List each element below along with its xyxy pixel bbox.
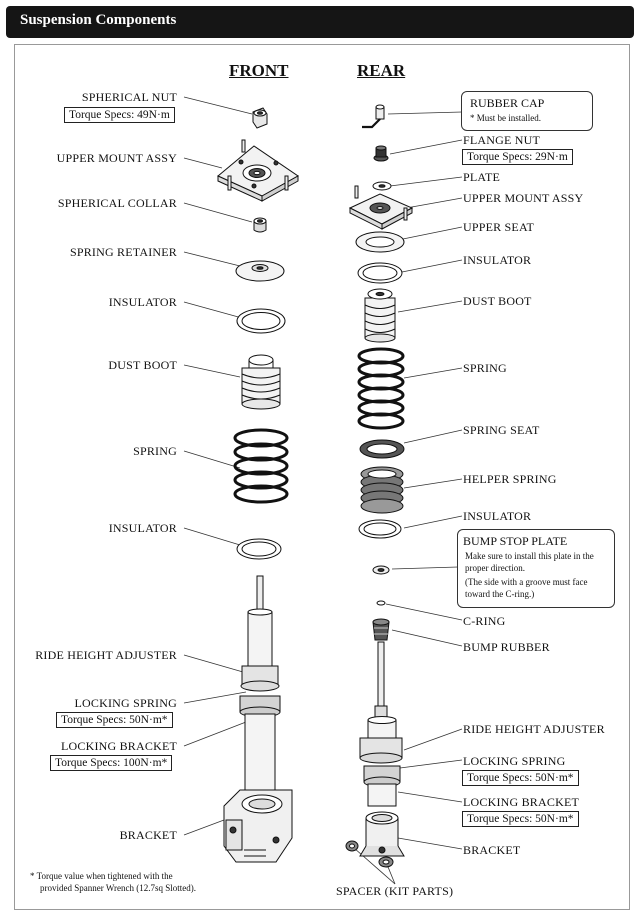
rear-spring-seat	[360, 440, 404, 458]
front-torque-locking-spring: Torque Specs: 50N·m*	[56, 712, 173, 728]
front-label-dust-boot: DUST BOOT	[108, 358, 177, 372]
rear-bump-stop-plate	[373, 566, 389, 574]
rear-rubber-cap	[362, 105, 384, 127]
rear-spring	[359, 349, 403, 428]
front-dust-boot	[242, 355, 280, 409]
front-spring-retainer	[236, 261, 284, 281]
rear-dust-boot	[365, 289, 395, 342]
rear-torque-flange-nut: Torque Specs: 29N·m	[462, 149, 573, 165]
front-bracket	[224, 790, 292, 862]
front-label-insulator-top: INSULATOR	[108, 295, 177, 309]
front-damper	[240, 576, 280, 794]
front-label-spring: SPRING	[133, 444, 177, 458]
bump-stop-note-line-4: toward the C-ring.)	[465, 589, 535, 599]
front-label-locking-bracket: LOCKING BRACKET	[61, 739, 177, 753]
front-torque-locking-bracket: Torque Specs: 100N·m*	[50, 755, 172, 771]
front-label-insulator-bottom: INSULATOR	[108, 521, 177, 535]
rear-upper-seat	[356, 232, 404, 252]
rear-helper-spring	[361, 467, 403, 513]
rear-label-bump-rubber: BUMP RUBBER	[463, 640, 550, 654]
front-column-title: FRONT	[229, 61, 289, 80]
front-insulator-bottom	[237, 539, 281, 559]
front-label-upper-mount: UPPER MOUNT ASSY	[56, 151, 177, 165]
front-insulator-top	[237, 309, 285, 333]
front-label-locking-spring: LOCKING SPRING	[74, 696, 177, 710]
rear-insulator-bottom	[359, 520, 401, 538]
rear-insulator-top	[358, 263, 402, 283]
rear-flange-nut	[374, 146, 388, 161]
rear-label-locking-spring: LOCKING SPRING	[463, 754, 566, 768]
rear-c-ring	[377, 601, 385, 605]
page-title: Suspension Components	[20, 12, 177, 28]
front-label-spring-retainer: SPRING RETAINER	[69, 245, 177, 259]
rear-bracket	[360, 812, 404, 856]
rear-label-helper-spring: HELPER SPRING	[463, 472, 557, 486]
footnote-line-2: provided Spanner Wrench (12.7sq Slotted).	[40, 883, 196, 893]
front-label-spherical-nut: SPHERICAL NUT	[81, 90, 177, 104]
rear-label-locking-bracket: LOCKING BRACKET	[463, 795, 579, 809]
rear-torque-locking-bracket: Torque Specs: 50N·m*	[462, 811, 579, 827]
footnote-line-1: * Torque value when tightened with the	[30, 871, 173, 881]
rear-label-insulator-bottom: INSULATOR	[463, 509, 532, 523]
rear-label-spring: SPRING	[463, 361, 507, 375]
rear-label-upper-seat: UPPER SEAT	[463, 220, 535, 234]
rear-label-spring-seat: SPRING SEAT	[463, 423, 540, 437]
leader-lines	[184, 97, 462, 884]
rear-label-insulator-top: INSULATOR	[463, 253, 532, 267]
front-upper-mount	[218, 140, 298, 201]
rear-plate	[373, 182, 391, 190]
rear-upper-mount	[350, 186, 412, 229]
front-label-ride-height-adjuster: RIDE HEIGHT ADJUSTER	[35, 648, 177, 662]
bump-stop-note-line-1: Make sure to install this plate in the	[465, 551, 594, 561]
rear-label-spacer: SPACER (KIT PARTS)	[336, 884, 454, 898]
rear-label-flange-nut: FLANGE NUT	[463, 133, 540, 147]
front-spring	[235, 430, 287, 502]
front-label-bracket: BRACKET	[119, 828, 177, 842]
rear-label-c-ring: C-RING	[463, 614, 506, 628]
bump-stop-note-line-3: (The side with a groove must face	[465, 577, 588, 587]
rear-damper	[360, 642, 402, 806]
bump-stop-note-line-2: proper direction.	[465, 563, 525, 573]
front-torque-spherical-nut: Torque Specs: 49N·m	[64, 107, 175, 123]
rear-label-plate: PLATE	[463, 170, 500, 184]
rear-bump-rubber	[373, 619, 389, 640]
rear-label-bump-stop-plate: BUMP STOP PLATE	[463, 534, 568, 548]
rear-torque-locking-spring: Torque Specs: 50N·m*	[462, 770, 579, 786]
rear-label-rubber-cap: RUBBER CAP	[470, 96, 545, 110]
front-spherical-collar	[254, 218, 266, 232]
rear-label-upper-mount: UPPER MOUNT ASSY	[463, 191, 584, 205]
front-spherical-nut	[253, 108, 267, 128]
front-label-spherical-collar: SPHERICAL COLLAR	[57, 196, 177, 210]
rear-column-title: REAR	[357, 61, 406, 80]
rear-label-dust-boot: DUST BOOT	[463, 294, 532, 308]
rear-label-bracket: BRACKET	[463, 843, 521, 857]
rear-label-ride-height-adjuster: RIDE HEIGHT ADJUSTER	[463, 722, 605, 736]
rear-note-rubber-cap: * Must be installed.	[470, 113, 541, 123]
